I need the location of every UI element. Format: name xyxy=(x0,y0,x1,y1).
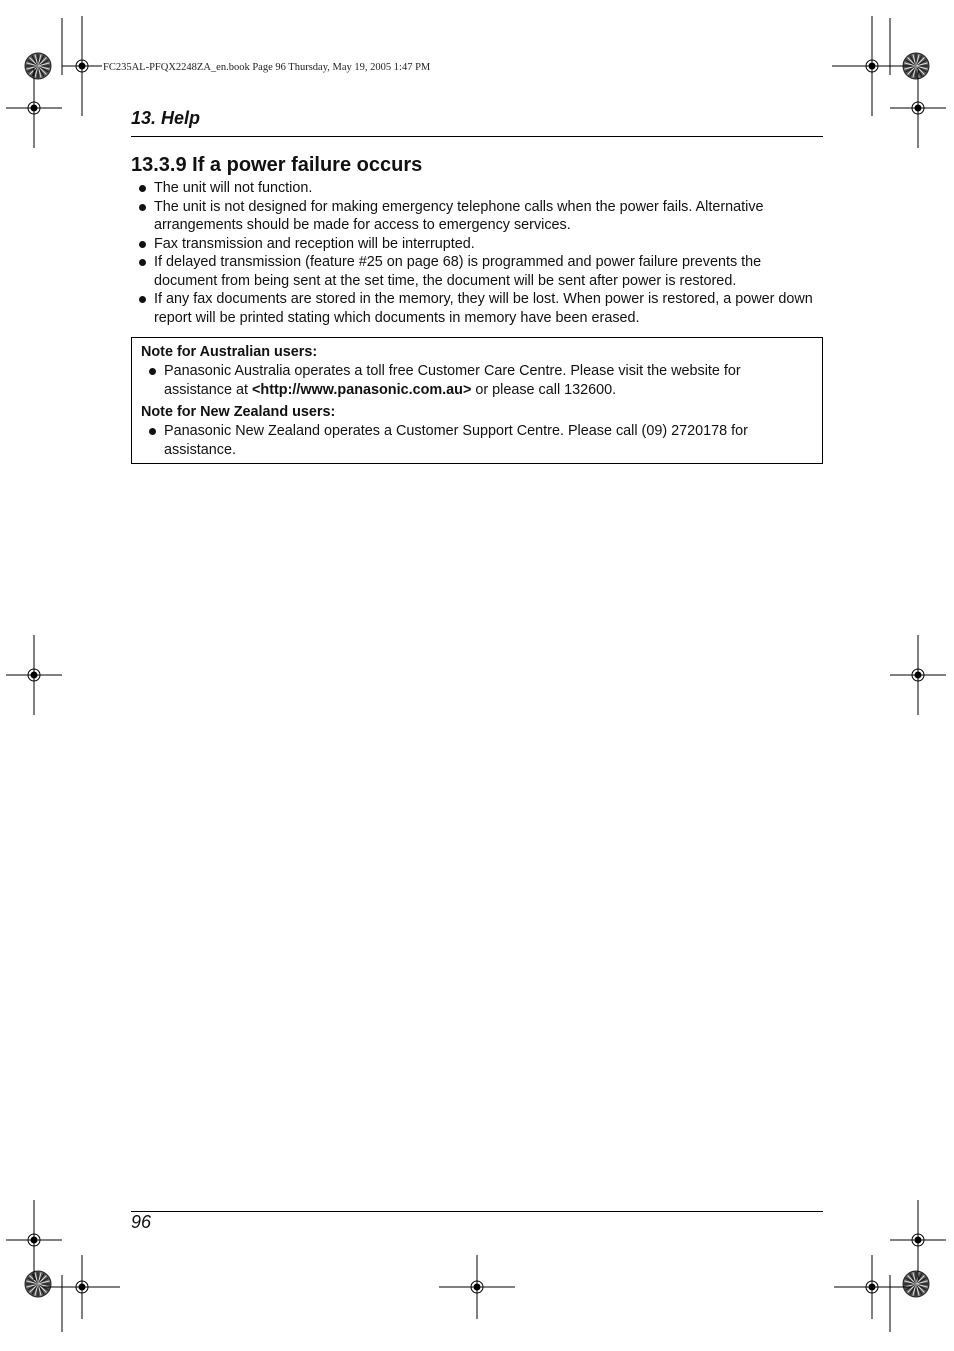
crosshair-dot xyxy=(869,63,875,69)
bullet-icon xyxy=(149,368,156,375)
crosshair-dot xyxy=(79,63,85,69)
footer-rule xyxy=(131,1211,823,1212)
bullet-icon xyxy=(139,204,146,211)
crosshair-dot xyxy=(915,105,921,111)
crosshair-dot xyxy=(869,1284,875,1290)
bullet-icon xyxy=(139,296,146,303)
book-info-line: FC235AL-PFQX2248ZA_en.book Page 96 Thursday, May 19, 2005 1:47 PM xyxy=(103,62,431,73)
crosshair-dot xyxy=(31,672,37,678)
section-title: 13.3.9 If a power failure occurs xyxy=(131,154,423,176)
new-zealand-note-item: Panasonic New Zealand operates a Customer Support Centre. Please call (09) 2720178 for assistance. xyxy=(141,422,811,459)
list-item: The unit will not function. xyxy=(131,179,821,198)
chapter-heading: 13. Help xyxy=(131,108,201,128)
list-item: If any fax documents are stored in the memory, they will be lost. When power is restored, a power down report will be printed stating which documents in memory have been erased. xyxy=(131,290,821,327)
crosshair-dot xyxy=(31,105,37,111)
regional-notes-box xyxy=(131,337,823,464)
website-link: <http://www.panasonic.com.au> xyxy=(252,381,472,398)
crosshair-dot xyxy=(79,1284,85,1290)
header-rule xyxy=(131,136,823,137)
australia-note-heading: Note for Australian users: xyxy=(141,344,318,360)
bullet-icon xyxy=(139,241,146,248)
bullet-icon xyxy=(139,259,146,266)
bullet-icon xyxy=(139,185,146,192)
crosshair-dot xyxy=(915,672,921,678)
crosshair-dot xyxy=(474,1284,480,1290)
australia-note-item: Panasonic Australia operates a toll free Customer Care Centre. Please visit the website for assistance at <http://www.panasonic.com.au> or please call 132600. xyxy=(141,362,811,399)
power-failure-list xyxy=(131,179,821,327)
crosshair-dot xyxy=(915,1237,921,1243)
list-item: The unit is not designed for making emergency telephone calls when the power fails. Alternative arrangements should be made for access to emergency services. xyxy=(131,198,821,235)
list-item: Fax transmission and reception will be interrupted. xyxy=(131,235,821,254)
new-zealand-note-heading: Note for New Zealand users: xyxy=(141,404,336,420)
crosshair-dot xyxy=(31,1237,37,1243)
list-item: If delayed transmission (feature #25 on page 68) is programmed and power failure prevents the document from being sent at the set time, the document will be sent after power is restored. xyxy=(131,253,821,290)
page-number: 96 xyxy=(131,1212,152,1232)
bullet-icon xyxy=(149,428,156,435)
